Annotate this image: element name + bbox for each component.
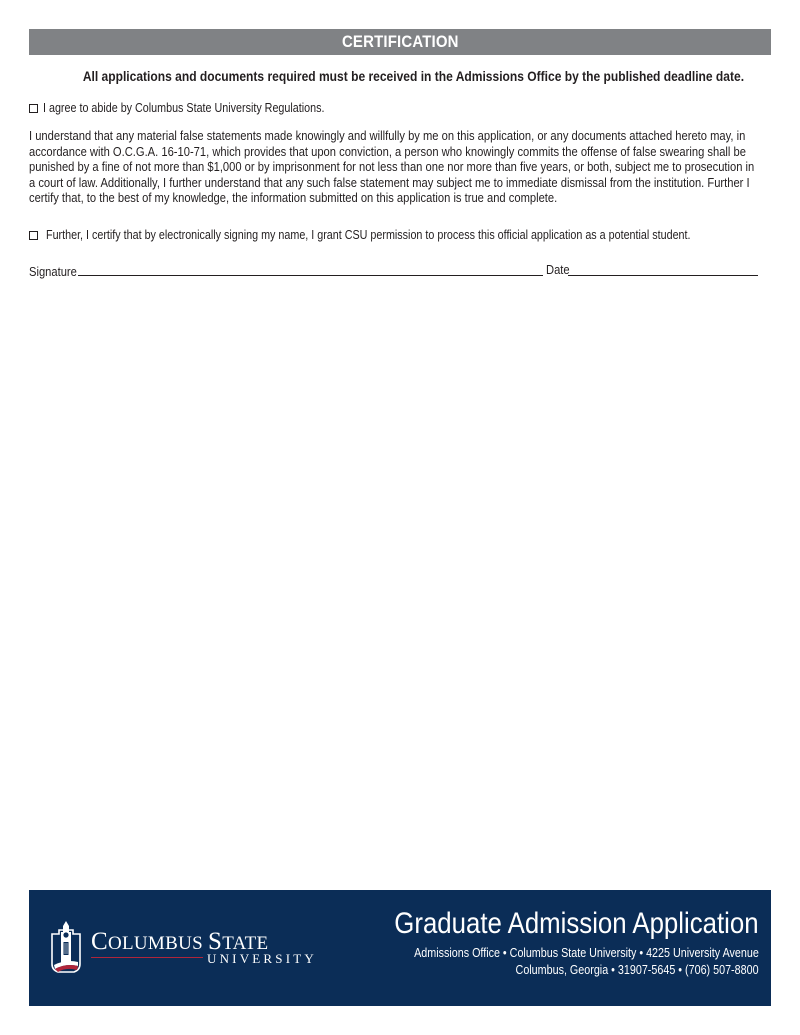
application-title: Graduate Admission Application: [394, 907, 759, 940]
signature-field[interactable]: [78, 275, 543, 276]
date-field[interactable]: [568, 275, 758, 276]
section-title: CERTIFICATION: [341, 32, 459, 51]
columbus-state-logo: [49, 920, 317, 976]
address-line-2: Columbus, Georgia • 31907-5645 • (706) 507-8800: [516, 963, 759, 977]
paragraph-line: I understand that any material false statements made knowingly and willfully by me on this application, or any documents attached hereto may, in: [29, 128, 746, 143]
agree-regulations-row[interactable]: [29, 100, 370, 116]
paragraph-line: punished by a fine of not more than $1,000 or by imprisonment for not less than one nor more than five years, or both, subject me to prosecution in: [29, 159, 755, 175]
wordmark-accent-rule: [91, 957, 203, 958]
false-statement-paragraph: [29, 128, 769, 206]
wordmark-university: UNIVERSITY: [207, 951, 317, 966]
paragraph-line: certify that, to the best of my knowledge, the information submitted on this application is true and complete.: [29, 190, 558, 206]
deadline-notice: [29, 66, 771, 86]
wordmark-columbus-state: COLUMBUS STATE: [91, 928, 269, 955]
date-label: Date: [546, 262, 570, 277]
agree-regulations-checkbox[interactable]: [29, 104, 38, 113]
paragraph-line: a court of law. Additionally, I further understand that any such false statement may subject me to immediate dismissal from the institution. Further I: [29, 174, 750, 190]
clock-tower-crest-icon: [49, 920, 83, 976]
section-header-certification: [29, 29, 771, 55]
address-line-1: Admissions Office • Columbus State University • 4225 University Avenue: [414, 946, 759, 960]
agree-regulations-label: I agree to abide by Columbus State University Regulations.: [43, 101, 325, 115]
paragraph-line: accordance with O.C.G.A. 16-10-71, which provides that upon conviction, a person who knowingly commits the offense of false swearing shall be: [29, 143, 746, 159]
electronic-signature-consent-row[interactable]: [29, 227, 795, 243]
electronic-signature-consent-checkbox[interactable]: [29, 231, 38, 240]
electronic-signature-consent-label: Further, I certify that by electronically signing my name, I grant CSU permission to process this official application as a potential student.: [46, 228, 691, 242]
signature-row: [29, 262, 771, 280]
deadline-notice-text: All applications and documents required must be received in the Admissions Office by the published deadline date.: [82, 68, 745, 84]
footer-banner: [29, 890, 771, 1006]
signature-label: Signature: [29, 264, 77, 279]
